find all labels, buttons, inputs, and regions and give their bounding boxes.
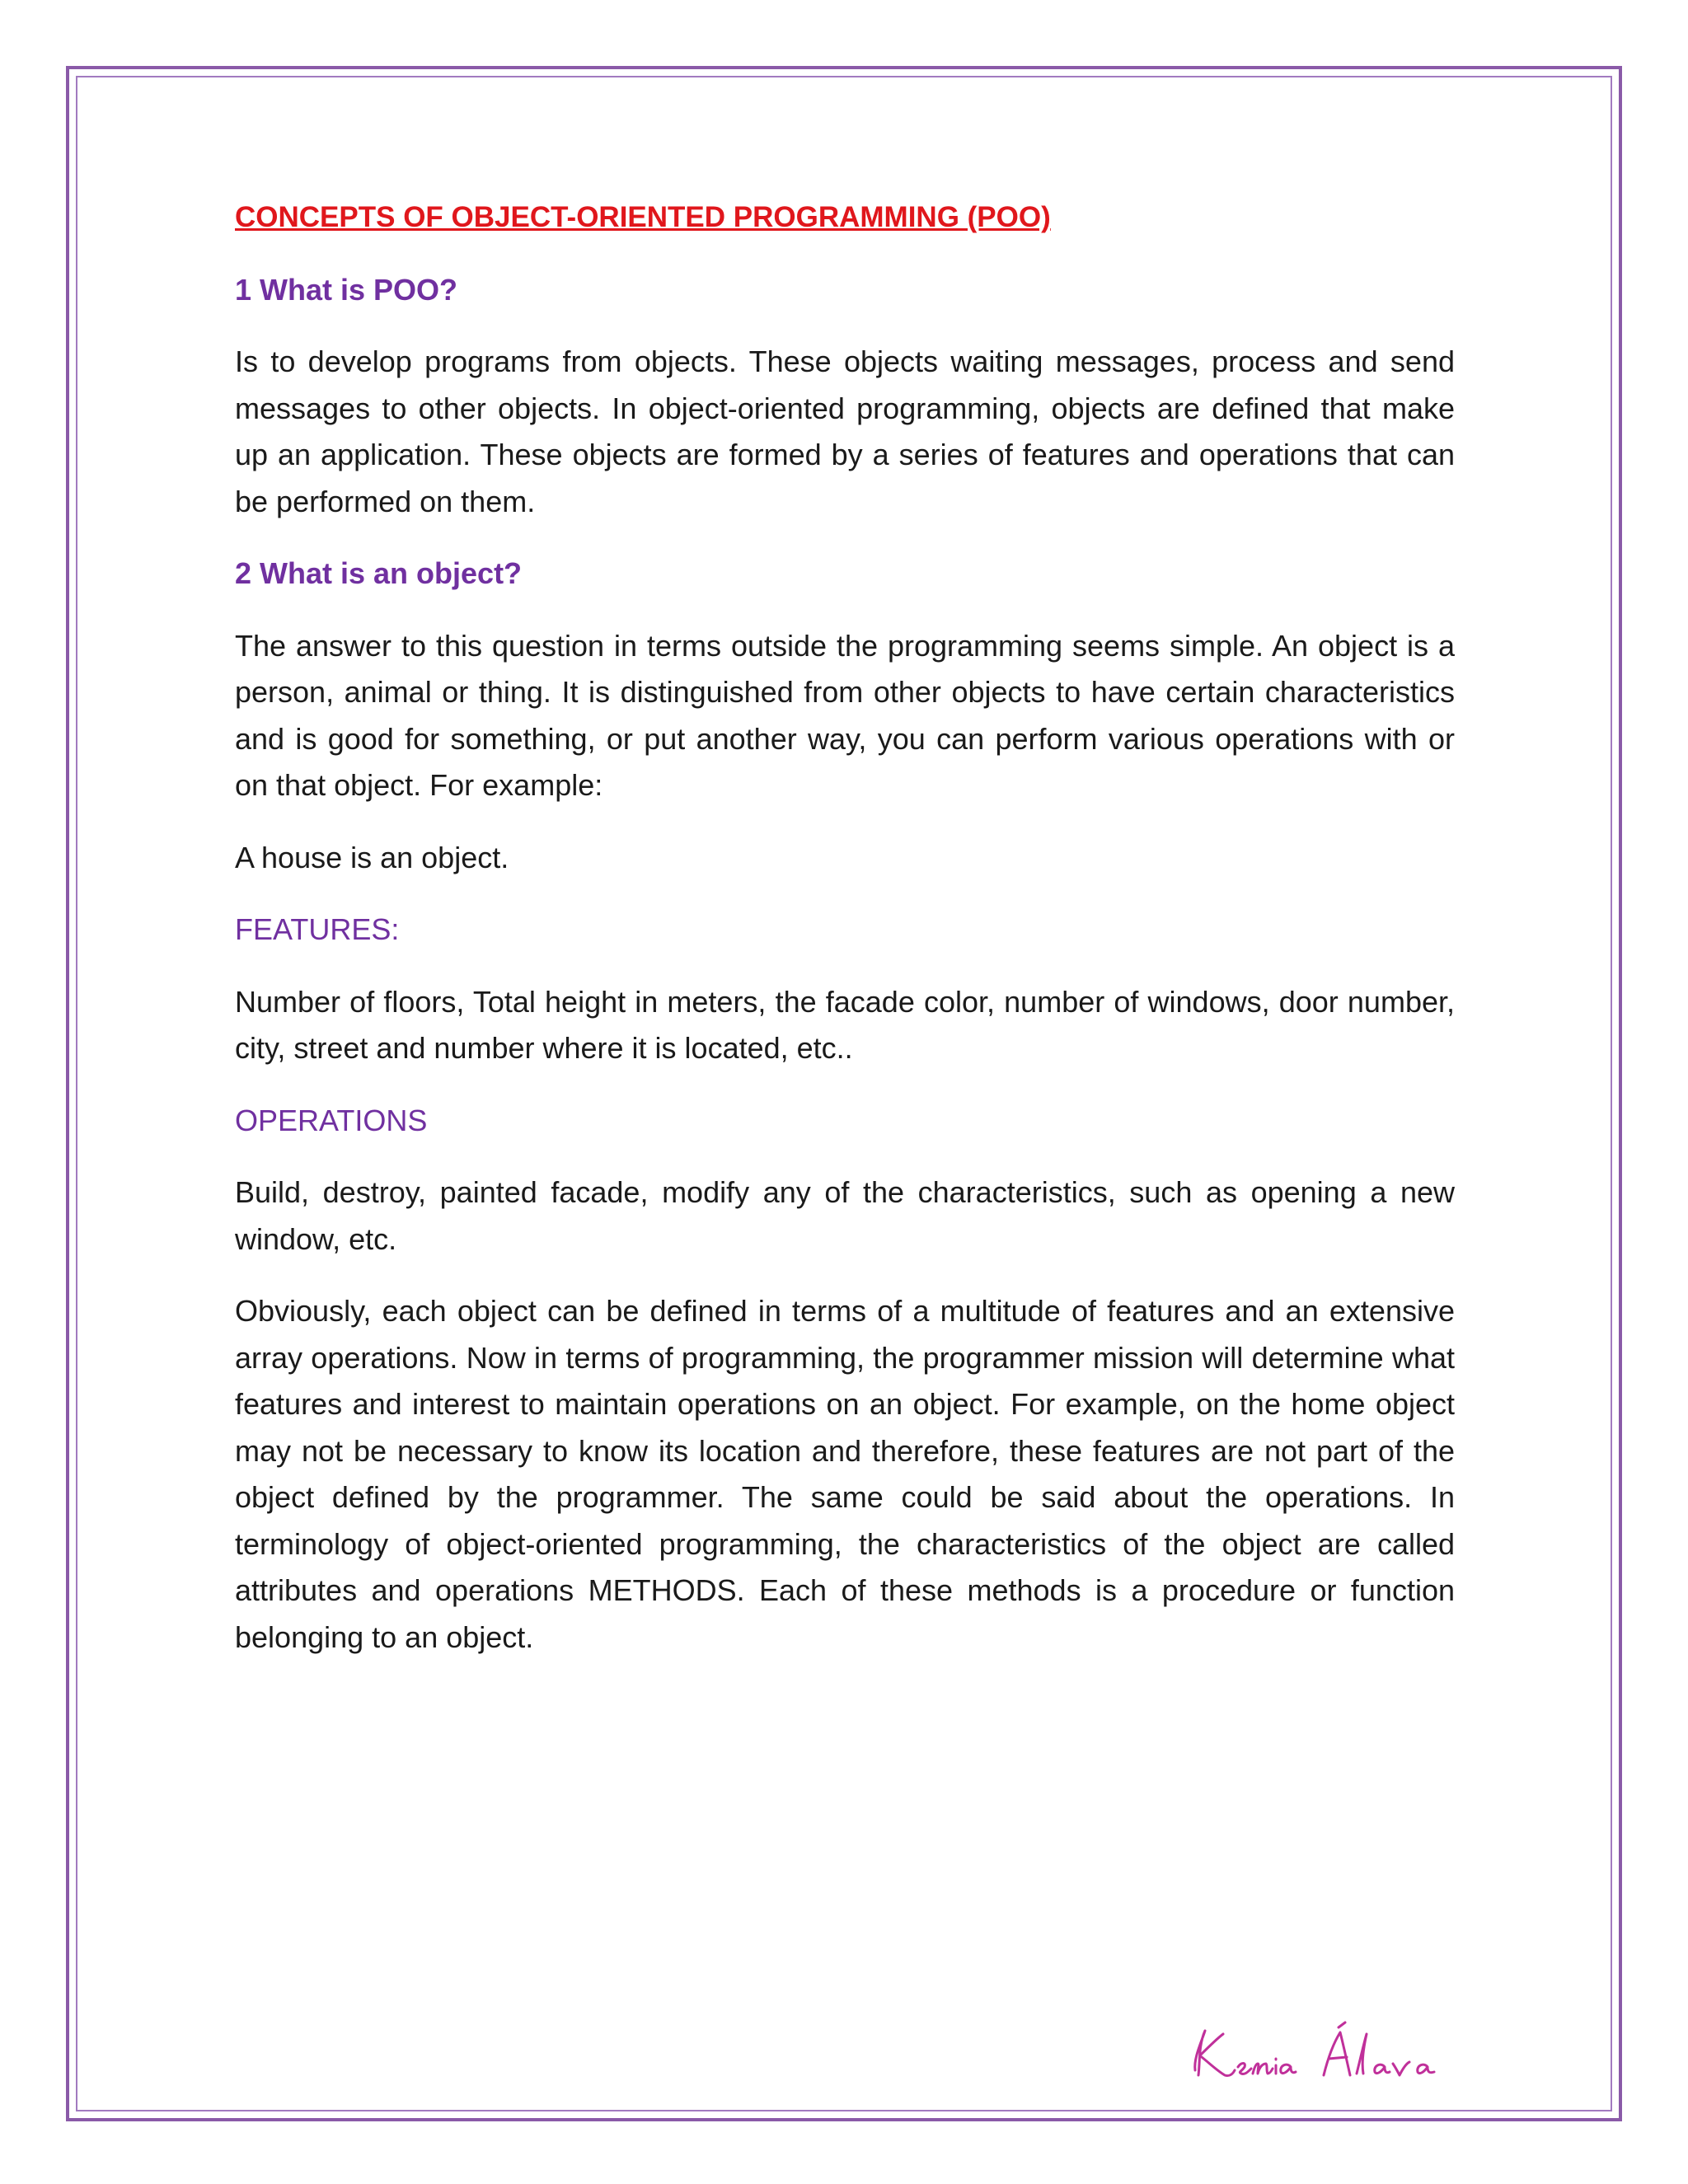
operations-label: OPERATIONS <box>235 1103 428 1137</box>
section-heading-what-is-object: 2 What is an object? <box>235 556 523 590</box>
paragraph-what-is-object: The answer to this question in terms outside the programming seems simple. An object is a person, animal or thing. It is distinguished from other objects to have certain characteristics and is good for something, or put another way, you can perform various operations with or on that object. For example: <box>235 628 1455 802</box>
signature <box>1187 2021 1459 2087</box>
features-label: FEATURES: <box>235 912 400 946</box>
paragraph-what-is-poo: Is to develop programs from objects. These objects waiting messages, process and send messages to other objects. In object-oriented programming, objects are defined that make up an application. These objects are formed by a series of features and operations that can be performed on them. <box>235 344 1455 518</box>
closing-paragraph: Obviously, each object can be defined in terms of a multitude of features and an extensive array operations. Now in terms of programming, the programmer mission will determine what features and interest to maintain operations on an object. For example, on the home object may not be necessary to know its location and therefore, these features are not part of the object defined by the programmer. The same could be said about the operations. In terminology of object-oriented programming, the characteristics of the object are called attributes and operations METHODS. Each of these methods is a procedure or function belonging to an object. <box>235 1294 1455 1654</box>
section-heading-what-is-poo: 1 What is POO? <box>235 272 458 307</box>
document-title: CONCEPTS OF OBJECT-ORIENTED PROGRAMMING (POO) <box>235 201 1051 233</box>
operations-text: Build, destroy, painted facade, modify any of the characteristics, such as opening a new window, etc. <box>235 1175 1455 1256</box>
document-body <box>235 194 1455 1686</box>
features-text: Number of floors, Total height in meters, the facade color, number of windows, door number, city, street and number where it is located, etc.. <box>235 984 1455 1065</box>
example-line: A house is an object. <box>235 840 509 874</box>
